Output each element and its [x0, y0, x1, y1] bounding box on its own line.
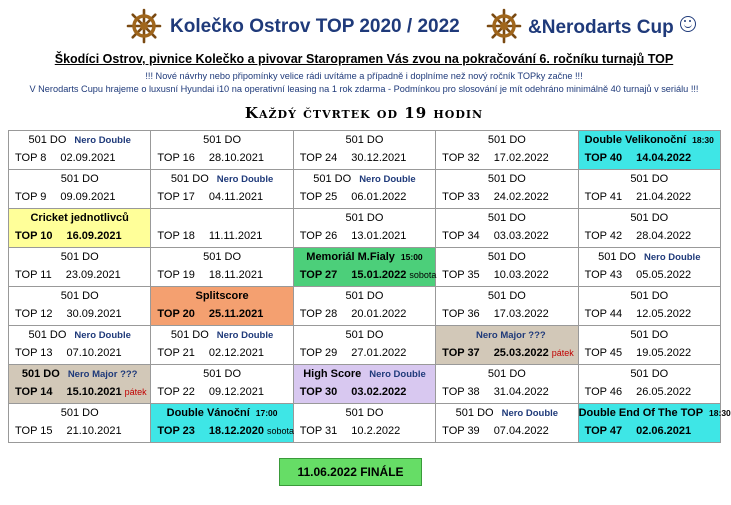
tournament-number: TOP 37	[442, 347, 480, 359]
event-name: 501 DO	[630, 173, 669, 185]
tournament-event	[436, 290, 577, 304]
tournament-event	[436, 407, 577, 421]
tournament-number: TOP 14	[15, 386, 53, 398]
tournament-event	[294, 212, 435, 226]
tournament-event	[151, 251, 292, 265]
tournament-cell	[578, 131, 720, 170]
tournament-number: TOP 42	[584, 230, 623, 242]
tournament-event	[436, 329, 577, 343]
event-name: 501 DO	[487, 212, 526, 224]
tournament-event	[151, 407, 292, 421]
tournament-info	[442, 269, 575, 283]
tournament-cell	[151, 248, 293, 287]
tournament-cell	[9, 209, 151, 248]
tournament-info	[157, 269, 290, 283]
tournament-cell	[9, 326, 151, 365]
tournament-date: 17.03.2022	[493, 308, 549, 320]
event-time: 18:30	[692, 135, 714, 145]
tournament-cell	[436, 248, 578, 287]
tournament-info	[15, 425, 148, 439]
table-row	[9, 248, 721, 287]
tournament-cell	[9, 287, 151, 326]
tournament-date: 09.12.2021	[208, 386, 264, 398]
tournament-info	[15, 347, 148, 361]
tournament-date: 30.12.2021	[351, 152, 407, 164]
tournament-cell	[436, 404, 578, 443]
tournament-cell	[578, 209, 720, 248]
subtitle: Škodíci Ostrov, pivnice Kolečko a pivovar Staropramen Vás zvou na pokračování 6. ročníku turnajů TOP	[54, 52, 674, 66]
tournament-number: TOP 35	[442, 269, 480, 281]
schedule-heading: Každý čtvrtek od 19 hodin	[244, 104, 484, 122]
tournament-event	[151, 368, 292, 382]
tournament-info	[299, 269, 437, 283]
tournament-event	[151, 212, 292, 226]
event-name: 501 DO	[345, 407, 384, 419]
event-name: 501 DO	[203, 251, 242, 263]
tournament-cell	[436, 365, 578, 404]
event-name: Splitscore	[195, 290, 249, 302]
note-line-2: V Nerodarts Cupu hrajeme o luxusní Hyundai i10 na operativní leasing na 1 rok zdarma - Podmínkou pro slosování je mít odehráno minimálně 40 turnajů v seriálu !!!	[29, 84, 699, 94]
event-tag: Nero Double	[216, 174, 274, 185]
event-name: 501 DO	[487, 251, 526, 263]
tournament-cell	[436, 209, 578, 248]
tournament-date: 10.2.2022	[351, 425, 401, 437]
tournament-number: TOP 36	[442, 308, 480, 320]
event-name: Double Velikonoční	[584, 134, 687, 146]
table-row	[9, 365, 721, 404]
event-name: 501 DO	[28, 134, 67, 146]
tournament-info	[442, 230, 575, 244]
tournament-info	[15, 308, 148, 322]
tournament-event	[436, 368, 577, 382]
event-name: Double End Of The TOP	[578, 407, 704, 419]
tournament-event	[436, 212, 577, 226]
tournament-cell	[293, 326, 435, 365]
event-name: 501 DO	[630, 212, 669, 224]
event-name: 501 DO	[203, 134, 242, 146]
tournament-date: 16.09.2021	[66, 230, 122, 242]
smiley-icon	[680, 16, 696, 32]
event-name: 501 DO	[203, 368, 242, 380]
event-tag: Nero Double	[359, 174, 416, 185]
tournament-info	[585, 308, 718, 322]
tournament-date: 06.01.2022	[351, 191, 407, 203]
tournament-number: TOP 40	[584, 152, 623, 164]
tournament-event	[294, 368, 435, 382]
event-name: 501 DO	[345, 212, 384, 224]
tournament-info	[585, 386, 718, 400]
tournament-info	[157, 347, 290, 361]
tournament-info	[300, 152, 433, 166]
tournament-event	[9, 134, 150, 148]
event-name: 501 DO	[60, 290, 99, 302]
event-name: 501 DO	[487, 290, 526, 302]
tournament-info	[442, 425, 575, 439]
event-name: 501 DO	[487, 134, 526, 146]
tournament-number: TOP 9	[15, 191, 47, 203]
event-tag: Nero Major ???	[476, 330, 546, 341]
tournament-day: sobota	[266, 426, 294, 436]
tournament-event	[436, 251, 577, 265]
tournament-date: 15.01.2022	[351, 269, 407, 281]
tournament-cell	[151, 131, 293, 170]
tournament-info	[585, 191, 718, 205]
tournament-event	[436, 134, 577, 148]
tournament-date: 21.04.2022	[636, 191, 692, 203]
tournament-info	[15, 230, 148, 244]
event-name: Memoriál M.Fialy	[306, 251, 395, 263]
event-name: 501 DO	[455, 407, 494, 419]
tournament-number: TOP 45	[584, 347, 623, 359]
tournament-date: 18.11.2021	[208, 269, 264, 281]
table-row	[9, 404, 721, 443]
tournament-info	[442, 347, 575, 361]
tournament-event	[9, 290, 150, 304]
tournament-event	[151, 290, 292, 304]
tournament-cell	[9, 131, 151, 170]
tournament-number: TOP 10	[15, 230, 53, 242]
tournament-date: 14.04.2022	[636, 152, 692, 164]
event-name: 501 DO	[487, 368, 526, 380]
tournament-cell	[436, 287, 578, 326]
tournament-date: 21.10.2021	[66, 425, 122, 437]
tournament-cell	[151, 365, 293, 404]
tournament-number: TOP 33	[442, 191, 480, 203]
tournament-number: TOP 18	[157, 230, 195, 242]
tournament-number: TOP 39	[442, 425, 480, 437]
tournament-event	[294, 407, 435, 421]
event-name: 501 DO	[60, 173, 99, 185]
event-tag: Nero Major ???	[67, 369, 138, 380]
tournament-cell	[578, 287, 720, 326]
tournament-number: TOP 11	[15, 269, 52, 281]
tournament-day: pátek	[551, 348, 574, 358]
tournament-date: 19.05.2022	[636, 347, 692, 359]
tournament-info	[442, 386, 575, 400]
tournament-cell	[293, 287, 435, 326]
tournament-number: TOP 28	[299, 308, 338, 320]
tournament-day: sobota	[409, 270, 437, 280]
tournament-info	[15, 269, 148, 283]
event-time: 18:30	[709, 408, 731, 418]
tournament-cell	[436, 131, 578, 170]
tournament-number: TOP 31	[299, 425, 338, 437]
tournament-number: TOP 47	[584, 425, 623, 437]
tournament-cell	[436, 170, 578, 209]
cup-title	[528, 16, 696, 39]
event-name: 501 DO	[21, 368, 60, 380]
tournament-number: TOP 44	[584, 308, 623, 320]
tournament-event	[579, 134, 720, 148]
tournament-info	[157, 425, 294, 439]
ship-wheel-icon	[126, 8, 162, 44]
tournament-event	[578, 407, 731, 421]
tournament-date: 07.10.2021	[66, 347, 122, 359]
table-row	[9, 131, 721, 170]
tournament-event	[579, 212, 720, 226]
tournament-event	[9, 329, 150, 343]
tournament-info	[157, 191, 290, 205]
event-name: 501 DO	[345, 134, 384, 146]
tournament-event	[294, 173, 435, 187]
event-name: 501 DO	[170, 329, 209, 341]
event-tag: Nero Double	[369, 369, 426, 380]
event-tag: Nero Double	[501, 408, 559, 419]
event-name: 501 DO	[630, 290, 669, 302]
tournament-date: 28.04.2022	[636, 230, 692, 242]
tournament-date: 03.03.2022	[493, 230, 549, 242]
cup-title-text: &Nerodarts Cup	[528, 17, 674, 38]
tournament-date: 10.03.2022	[493, 269, 549, 281]
tournament-cell	[293, 170, 435, 209]
tournament-cell	[151, 326, 293, 365]
page-title: Kolečko Ostrov TOP 2020 / 2022	[170, 16, 460, 37]
tournament-cell	[9, 404, 151, 443]
ship-wheel-icon-right	[486, 8, 522, 44]
tournament-date: 30.09.2021	[66, 308, 122, 320]
tournament-event	[151, 134, 292, 148]
final-badge: 11.06.2022 FINÁLE	[279, 458, 422, 486]
event-name: Double Vánoční	[166, 407, 250, 419]
tournament-date: 27.01.2022	[351, 347, 407, 359]
tournament-cell	[293, 209, 435, 248]
event-time: 15:00	[400, 252, 423, 262]
tournament-event	[9, 368, 150, 382]
tournament-date: 20.01.2022	[351, 308, 407, 320]
tournament-number: TOP 29	[299, 347, 338, 359]
tournament-number: TOP 46	[584, 386, 623, 398]
tournament-cell	[151, 170, 293, 209]
tournament-info	[300, 347, 433, 361]
tournament-event	[294, 134, 435, 148]
tournament-info	[300, 308, 433, 322]
tournament-event	[579, 329, 720, 343]
tournament-number: TOP 43	[584, 269, 623, 281]
tournament-number: TOP 12	[15, 308, 53, 320]
tournament-cell	[578, 170, 720, 209]
tournament-info	[442, 152, 575, 166]
tournament-number: TOP 22	[157, 386, 195, 398]
tournament-date: 04.11.2021	[208, 191, 264, 203]
event-name: 501 DO	[60, 407, 99, 419]
tournament-event	[9, 212, 150, 226]
tournament-info	[300, 425, 433, 439]
tournament-date: 12.05.2022	[636, 308, 692, 320]
tournament-event	[151, 329, 292, 343]
tournament-event	[579, 290, 720, 304]
event-name: 501 DO	[170, 173, 209, 185]
tournament-cell	[578, 404, 731, 443]
tournament-info	[442, 308, 575, 322]
tournament-event	[579, 368, 720, 382]
tournament-info	[442, 191, 575, 205]
tournament-info	[585, 230, 718, 244]
table-row	[9, 326, 721, 365]
tournament-date: 02.09.2021	[60, 152, 116, 164]
tournament-date: 17.02.2022	[493, 152, 549, 164]
tournament-info	[157, 230, 290, 244]
tournament-cell	[151, 404, 293, 443]
tournament-number: TOP 20	[157, 308, 195, 320]
tournament-info	[157, 152, 290, 166]
event-name: 501 DO	[598, 251, 636, 263]
tournament-cell	[9, 365, 151, 404]
event-name: 501 DO	[345, 329, 384, 341]
tournament-cell	[293, 404, 435, 443]
event-name: Cricket jednotlivců	[30, 212, 129, 224]
tournament-number: TOP 27	[299, 269, 338, 281]
event-name: 501 DO	[630, 368, 669, 380]
tournament-cell	[9, 170, 151, 209]
note-line-1: !!! Nové návrhy nebo připomínky velice rádi uvítáme a případně i doplníme než nový ročník TOPky začne !!!	[145, 71, 583, 81]
tournament-day: pátek	[124, 387, 147, 397]
tournament-date: 15.10.2021	[66, 386, 122, 398]
tournament-number: TOP 19	[157, 269, 195, 281]
tournament-number: TOP 8	[15, 152, 47, 164]
tournament-date: 03.02.2022	[351, 386, 407, 398]
event-name: High Score	[303, 368, 362, 380]
tournament-date: 09.09.2021	[60, 191, 116, 203]
tournament-event	[436, 173, 577, 187]
event-name: 501 DO	[487, 173, 526, 185]
title-row	[0, 8, 728, 48]
tournament-number: TOP 34	[442, 230, 480, 242]
tournament-info	[300, 230, 433, 244]
tournament-date: 02.12.2021	[208, 347, 264, 359]
tournament-date: 11.11.2021	[208, 230, 263, 242]
event-name: 501 DO	[630, 329, 669, 341]
tournament-event	[294, 251, 435, 265]
tournament-cell	[578, 248, 720, 287]
event-name: 501 DO	[60, 251, 99, 263]
tournament-event	[9, 251, 150, 265]
event-time: 17:00	[255, 408, 278, 418]
tournament-date: 26.05.2022	[636, 386, 692, 398]
tournament-info	[15, 191, 148, 205]
event-tag: Nero Double	[74, 330, 131, 341]
tournament-number: TOP 23	[157, 425, 195, 437]
tournament-date: 07.04.2022	[493, 425, 549, 437]
tournament-info	[300, 386, 433, 400]
tournament-cell	[436, 326, 578, 365]
tournament-info	[15, 152, 148, 166]
tournament-number: TOP 13	[15, 347, 53, 359]
tournament-info	[585, 269, 718, 283]
tournament-info	[585, 347, 718, 361]
event-tag: Nero Double	[644, 252, 701, 263]
event-name: 501 DO	[313, 173, 352, 185]
tournament-cell	[151, 287, 293, 326]
table-row	[9, 170, 721, 209]
tournament-date: 25.11.2021	[208, 308, 264, 320]
tournament-number: TOP 16	[157, 152, 195, 164]
tournament-date: 31.04.2022	[493, 386, 549, 398]
schedule-table	[8, 130, 731, 443]
tournament-cell	[293, 365, 435, 404]
tournament-event	[294, 329, 435, 343]
tournament-cell	[9, 248, 151, 287]
tournament-cell	[293, 131, 435, 170]
tournament-event	[294, 290, 435, 304]
tournament-event	[9, 407, 150, 421]
tournament-date: 28.10.2021	[208, 152, 264, 164]
tournament-cell	[151, 209, 293, 248]
tournament-cell	[578, 365, 720, 404]
tournament-info	[585, 425, 718, 439]
tournament-number: TOP 26	[299, 230, 338, 242]
tournament-number: TOP 17	[157, 191, 195, 203]
tournament-event	[9, 173, 150, 187]
event-tag: Nero Double	[74, 135, 131, 146]
tournament-info	[585, 152, 718, 166]
tournament-number: TOP 38	[442, 386, 480, 398]
table-row	[9, 287, 721, 326]
tournament-info	[300, 191, 433, 205]
tournament-date: 13.01.2021	[351, 230, 407, 242]
tournament-cell	[578, 326, 720, 365]
tournament-cell	[293, 248, 435, 287]
tournament-date: 24.02.2022	[493, 191, 549, 203]
tournament-event	[579, 251, 720, 265]
tournament-number: TOP 21	[157, 347, 195, 359]
tournament-event	[579, 173, 720, 187]
tournament-info	[15, 386, 148, 400]
tournament-number: TOP 30	[299, 386, 338, 398]
tournament-date: 02.06.2021	[636, 425, 692, 437]
tournament-date: 05.05.2022	[636, 269, 692, 281]
table-row	[9, 209, 721, 248]
tournament-event	[151, 173, 292, 187]
tournament-info	[157, 308, 290, 322]
tournament-number: TOP 24	[299, 152, 338, 164]
tournament-date: 23.09.2021	[65, 269, 121, 281]
tournament-number: TOP 32	[442, 152, 480, 164]
tournament-number: TOP 15	[15, 425, 53, 437]
event-name: 501 DO	[28, 329, 67, 341]
tournament-date: 25.03.2022	[493, 347, 549, 359]
event-tag: Nero Double	[216, 330, 274, 341]
tournament-number: TOP 41	[584, 191, 623, 203]
tournament-info	[157, 386, 290, 400]
event-name: 501 DO	[345, 290, 384, 302]
tournament-number: TOP 25	[299, 191, 338, 203]
tournament-date: 18.12.2020	[208, 425, 264, 437]
